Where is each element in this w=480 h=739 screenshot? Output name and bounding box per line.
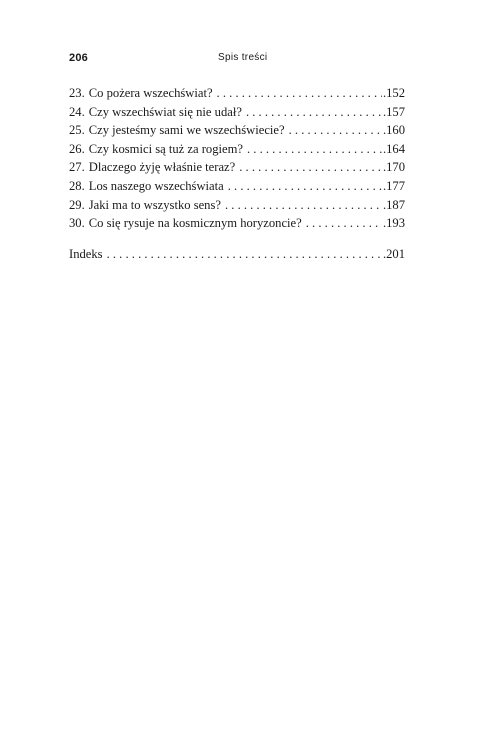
dot-leader	[239, 158, 382, 177]
toc-entry-number: 27.	[69, 160, 85, 175]
toc-entry-page: .193	[382, 216, 405, 231]
toc-entry	[69, 196, 405, 215]
toc-entry	[69, 140, 405, 159]
toc-entry-title: Co się rysuje na kosmicznym horyzoncie?	[88, 216, 302, 231]
toc-entry-number: 24.	[69, 104, 85, 119]
toc-entry-page: .177	[382, 178, 405, 193]
toc-entry	[69, 84, 405, 103]
dot-leader	[225, 196, 382, 215]
toc-entry	[69, 121, 405, 140]
toc-entry-number: 25.	[69, 123, 85, 138]
toc-entry-page: .170	[382, 160, 405, 175]
toc-entry-title: Dlaczego żyję właśnie teraz?	[88, 160, 236, 175]
index-entry-block	[69, 245, 405, 264]
toc-entry-page: .164	[382, 141, 405, 156]
toc-entry-title: Los naszego wszechświata	[88, 178, 224, 193]
running-head	[69, 52, 405, 68]
dot-leader	[306, 214, 382, 233]
toc-entry-title: Jaki ma to wszystko sens?	[88, 197, 221, 212]
toc-entry	[69, 214, 405, 233]
toc-entry-number: 29.	[69, 197, 85, 212]
toc-entry	[69, 158, 405, 177]
dot-leader	[289, 121, 382, 140]
toc-entry-number: 30.	[69, 216, 85, 231]
toc-entry	[69, 177, 405, 196]
toc-entry-page: .152	[382, 86, 405, 100]
toc-entry-title: Co pożera wszechświat?	[88, 86, 213, 100]
toc-entry-page: .160	[382, 123, 405, 138]
toc-entry-number: 23.	[69, 86, 85, 100]
toc-entry-number: 26.	[69, 141, 85, 156]
toc-entry-page: .187	[382, 197, 405, 212]
dot-leader	[246, 103, 382, 122]
toc-entry-title: Czy kosmici są tuż za rogiem?	[88, 141, 243, 156]
toc-entry-number: 28.	[69, 178, 85, 193]
toc-entry-title: Czy jesteśmy sami we wszechświecie?	[88, 123, 285, 138]
dot-leader	[247, 140, 382, 159]
table-of-contents	[69, 84, 405, 233]
dot-leader	[107, 245, 382, 264]
toc-entry	[69, 103, 405, 122]
toc-entry-title: Czy wszechświat się nie udał?	[88, 104, 242, 119]
toc-index-entry	[69, 245, 405, 264]
running-title: Spis treści	[218, 52, 268, 63]
index-page: .201	[382, 247, 405, 261]
page-number: 206	[69, 52, 88, 64]
dot-leader	[228, 177, 382, 196]
toc-entry-page: .157	[382, 104, 405, 119]
dot-leader	[217, 84, 382, 103]
index-title: Indeks	[69, 247, 103, 261]
